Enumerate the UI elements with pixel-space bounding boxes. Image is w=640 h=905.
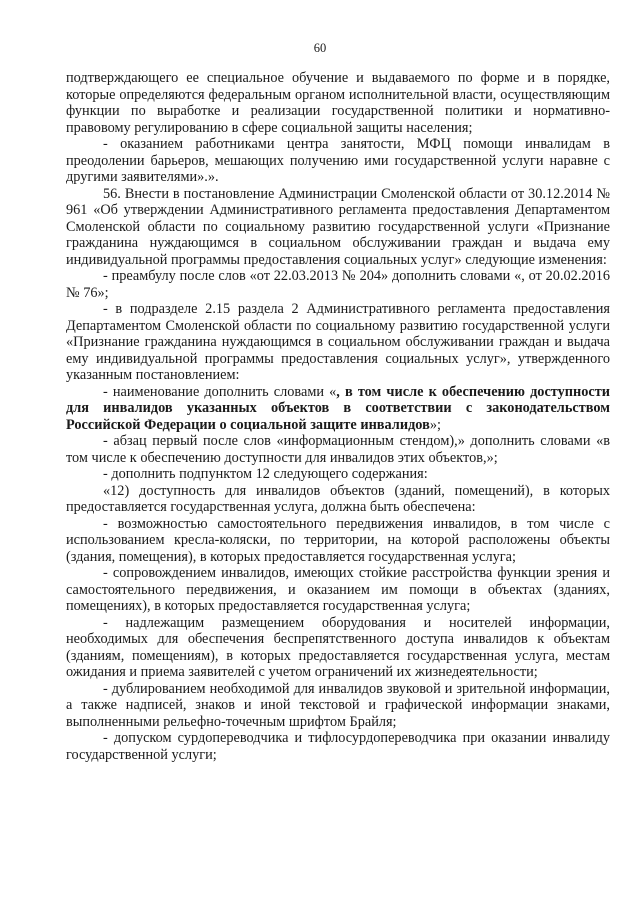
paragraph-text: подтверждающего ее специальное обучение и выдаваемого по форме и в порядке, которые определяются федеральным органом исполнительной власти, осуществляющим функции по выработке и реализации государственной политики и нормативно-правовому регулированию в сфере социальной защиты населения;	[66, 70, 610, 136]
paragraph	[66, 136, 610, 186]
paragraph	[66, 268, 610, 301]
paragraph	[66, 516, 610, 566]
bold-text: , в том числе к обеспечению доступности для инвалидов указанных объектов в соответствии с законодательством Российской Федерации о социальной защите инвалидов	[66, 383, 611, 433]
paragraph-text: - надлежащим размещением оборудования и носителей информации, необходимых для обеспечения беспрепятственного доступа инвалидов к объектам (зданиям, помещениям), в которых предоставляется государственная услуга, местам ожидания и приема заявителей с учетом ограничений их жизнедеятельности;	[66, 614, 610, 680]
paragraph-text: »;	[429, 416, 441, 433]
paragraph-text: - в подразделе 2.15 раздела 2 Административного регламента предоставления Департаментом Смоленской области по социальному развитию государственной услуги «Признание гражданина нуждающимся в социальном обслуживании граждан и выдача ему индивидуальной программы предоставления социальных услуг», утвержденного указанным постановлением:	[66, 301, 610, 383]
paragraph-text: - дублированием необходимой для инвалидов звуковой и зрительной информации, а также надписей, знаков и иной текстовой и графической информации знаками, выполненными рельефно-точечным шрифтом Брайля;	[66, 680, 610, 730]
paragraph-text: - абзац первый после слов «информационным стендом),» дополнить словами «в том числе к обеспечению доступности для инвалидов этих объектов,»;	[66, 433, 610, 466]
paragraph-text: - преамбулу после слов «от 22.03.2013 № 204» дополнить словами «, от 20.02.2016 № 76»;	[66, 268, 610, 301]
paragraph	[66, 433, 610, 466]
paragraph-text: 56. Внести в постановление Администрации Смоленской области от 30.12.2014 № 961 «Об утверждении Административного регламента предоставления Департаментом Смоленской области по социальному развитию государственной услуги «Признание гражданина нуждающимся в социальном обслуживании граждан и выдача ему индивидуальной программы предоставления социальных услуг» следующие изменения:	[66, 185, 610, 268]
paragraph-text: - дополнить подпунктом 12 следующего содержания:	[103, 466, 428, 482]
document-body	[66, 70, 610, 763]
paragraph	[66, 615, 610, 681]
paragraph-text: - сопровождением инвалидов, имеющих стойкие расстройства функции зрения и самостоятельного передвижения, и оказанием им помощи в объектах (зданиях, помещениях), в которых предоставляется государственная услуга;	[66, 565, 610, 614]
paragraph	[66, 70, 610, 136]
paragraph	[66, 384, 610, 434]
paragraph	[66, 730, 610, 763]
paragraph	[66, 186, 610, 269]
paragraph-text: - оказанием работниками центра занятости, МФЦ помощи инвалидам в преодолении барьеров, мешающих получению ими государственной услуги наравне с другими заявителями».».	[66, 136, 610, 185]
paragraph	[66, 301, 610, 384]
paragraph-text: - наименование дополнить словами «	[103, 383, 337, 400]
paragraph-text: - возможностью самостоятельного передвижения инвалидов, в том числе с использованием кресла-коляски, по территории, на которой расположены объекты (здания, помещения), в которых предоставляется государственная услуга;	[66, 515, 610, 565]
paragraph-text: - допуском сурдопереводчика и тифлосурдопереводчика при оказании инвалиду государственной услуги;	[66, 730, 610, 763]
paragraph	[66, 483, 610, 516]
paragraph-text: «12) доступность для инвалидов объектов (зданий, помещений), в которых предоставляется государственная услуга, должна быть обеспечена:	[66, 482, 610, 515]
paragraph	[66, 681, 610, 731]
page-number: 60	[313, 41, 327, 55]
paragraph	[66, 466, 610, 483]
paragraph	[66, 565, 610, 615]
